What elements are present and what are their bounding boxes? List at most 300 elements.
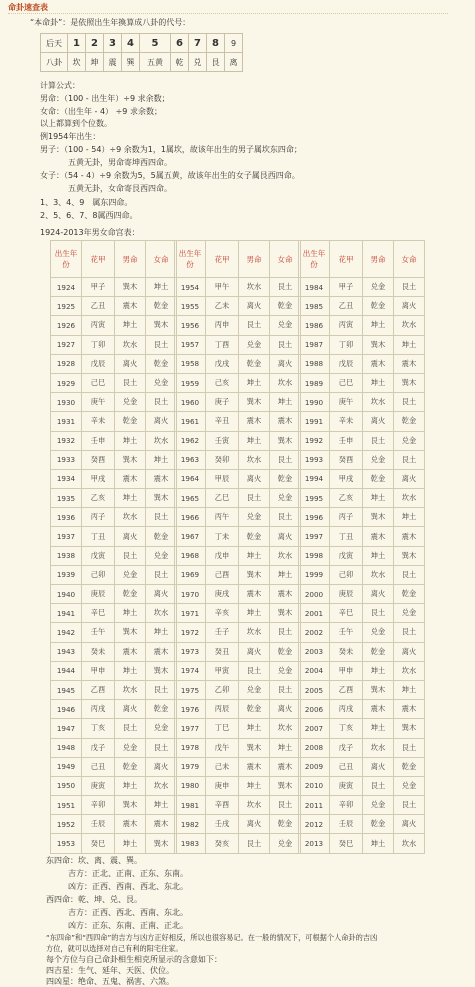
male-cell: 离火 bbox=[115, 354, 146, 373]
ganzhi-cell: 己亥 bbox=[206, 373, 239, 392]
year-cell: 2009 bbox=[299, 757, 330, 776]
year-cell: 1973 bbox=[175, 642, 206, 661]
ganzhi-cell: 丁亥 bbox=[82, 719, 115, 738]
table-row bbox=[51, 680, 177, 699]
female-cell: 艮土 bbox=[394, 450, 425, 469]
female-cell: 巽木 bbox=[394, 546, 425, 565]
ganzhi-cell: 壬辰 bbox=[330, 815, 363, 834]
table-row bbox=[51, 393, 177, 412]
ganzhi-cell: 丁丑 bbox=[82, 527, 115, 546]
header-female: 女命 bbox=[146, 241, 177, 278]
note-line-1: “东四命”和“西四命”的吉方与凶方正好相反，所以也很容易记。在一般的情况下，可根据个人命卦的吉凶 bbox=[46, 933, 378, 942]
year-cell: 1989 bbox=[299, 373, 330, 392]
year-cell: 1994 bbox=[299, 469, 330, 488]
table-row bbox=[175, 354, 301, 373]
ganzhi-cell: 癸未 bbox=[82, 642, 115, 661]
bagua-cell: 坎 bbox=[68, 53, 86, 72]
male-cell: 坎水 bbox=[239, 796, 270, 815]
year-cell: 2006 bbox=[299, 700, 330, 719]
east-unlucky: 凶方：正西、西南、西北、东北。 bbox=[68, 882, 188, 891]
female-cell: 乾金 bbox=[270, 815, 301, 834]
ganzhi-cell: 辛未 bbox=[82, 412, 115, 431]
male-cell: 坤土 bbox=[239, 546, 270, 565]
ganzhi-cell: 甲戌 bbox=[82, 469, 115, 488]
year-cell: 2002 bbox=[299, 623, 330, 642]
ganzhi-cell: 辛卯 bbox=[330, 796, 363, 815]
male-cell: 坤土 bbox=[363, 489, 394, 508]
year-cell: 1942 bbox=[51, 623, 82, 642]
female-cell: 离火 bbox=[146, 412, 177, 431]
table-header-row bbox=[51, 241, 177, 278]
formula-heading: 计算公式： bbox=[40, 81, 80, 90]
table-row bbox=[175, 316, 301, 335]
bagua-cell: 4 bbox=[122, 34, 140, 53]
year-cell: 1938 bbox=[51, 546, 82, 565]
year-cell: 2012 bbox=[299, 815, 330, 834]
male-cell: 坤土 bbox=[115, 316, 146, 335]
male-cell: 坤土 bbox=[239, 604, 270, 623]
bagua-cell: 6 bbox=[171, 34, 189, 53]
female-cell: 离火 bbox=[270, 700, 301, 719]
male-cell: 坤土 bbox=[115, 489, 146, 508]
male-cell: 坎水 bbox=[363, 565, 394, 584]
table-row bbox=[299, 623, 425, 642]
year-cell: 1999 bbox=[299, 565, 330, 584]
west-group: 西四命：乾、坤、兑、艮。 bbox=[46, 895, 142, 904]
ganzhi-cell: 壬辰 bbox=[82, 815, 115, 834]
male-cell: 兑金 bbox=[115, 565, 146, 584]
female-cell: 坤土 bbox=[146, 796, 177, 815]
male-cell: 坤土 bbox=[239, 776, 270, 795]
life-palace-table bbox=[174, 240, 301, 854]
table-row bbox=[175, 796, 301, 815]
female-cell: 乾金 bbox=[394, 585, 425, 604]
year-cell: 2001 bbox=[299, 604, 330, 623]
life-palace-table bbox=[50, 240, 177, 854]
year-cell: 1997 bbox=[299, 527, 330, 546]
ganzhi-cell: 庚辰 bbox=[82, 585, 115, 604]
table-row bbox=[299, 335, 425, 354]
table-row bbox=[175, 604, 301, 623]
female-cell: 巽木 bbox=[146, 489, 177, 508]
bagua-cell: 8 bbox=[207, 34, 225, 53]
year-cell: 1982 bbox=[175, 815, 206, 834]
male-cell: 坎水 bbox=[239, 450, 270, 469]
ganzhi-cell: 戊午 bbox=[206, 738, 239, 757]
table-row bbox=[299, 527, 425, 546]
male-cell: 离火 bbox=[239, 469, 270, 488]
male-cell: 坎水 bbox=[115, 335, 146, 354]
bagua-cell: 后天 bbox=[41, 34, 68, 53]
male-cell: 坤土 bbox=[239, 373, 270, 392]
table-row bbox=[51, 278, 177, 297]
female-cell: 巽木 bbox=[146, 316, 177, 335]
year-cell: 1971 bbox=[175, 604, 206, 623]
year-cell: 1947 bbox=[51, 719, 82, 738]
year-cell: 1969 bbox=[175, 565, 206, 584]
table-row bbox=[51, 738, 177, 757]
male-cell: 坎水 bbox=[115, 508, 146, 527]
bagua-cell: 离 bbox=[225, 53, 243, 72]
ganzhi-cell: 乙酉 bbox=[330, 680, 363, 699]
bagua-cell: 兑 bbox=[189, 53, 207, 72]
ganzhi-cell: 丙辰 bbox=[206, 700, 239, 719]
year-cell: 1992 bbox=[299, 431, 330, 450]
table-row bbox=[51, 546, 177, 565]
female-cell: 艮土 bbox=[394, 278, 425, 297]
year-cell: 1957 bbox=[175, 335, 206, 354]
male-cell: 艮土 bbox=[115, 719, 146, 738]
table-row bbox=[51, 565, 177, 584]
year-cell: 1940 bbox=[51, 585, 82, 604]
table-row bbox=[51, 373, 177, 392]
year-cell: 1990 bbox=[299, 393, 330, 412]
ganzhi-cell: 丁亥 bbox=[330, 719, 363, 738]
male-cell: 乾金 bbox=[363, 815, 394, 834]
male-cell: 艮土 bbox=[363, 604, 394, 623]
year-cell: 1963 bbox=[175, 450, 206, 469]
table-row bbox=[299, 546, 425, 565]
year-cell: 1972 bbox=[175, 623, 206, 642]
table-row bbox=[299, 604, 425, 623]
female-cell: 兑金 bbox=[394, 431, 425, 450]
ganzhi-cell: 癸未 bbox=[330, 642, 363, 661]
ganzhi-cell: 丁丑 bbox=[330, 527, 363, 546]
table-row bbox=[299, 354, 425, 373]
ganzhi-cell: 甲子 bbox=[330, 278, 363, 297]
male-cell: 乾金 bbox=[239, 354, 270, 373]
year-cell: 1961 bbox=[175, 412, 206, 431]
table-row bbox=[299, 316, 425, 335]
table-row bbox=[51, 585, 177, 604]
male-cell: 坤土 bbox=[363, 546, 394, 565]
table-row bbox=[51, 489, 177, 508]
male-cell: 震木 bbox=[239, 412, 270, 431]
female-cell: 艮土 bbox=[270, 278, 301, 297]
ganzhi-cell: 庚午 bbox=[330, 393, 363, 412]
male-cell: 艮土 bbox=[115, 373, 146, 392]
formula-female: 女命：（出生年 - 4） ÷9 求余数； bbox=[40, 107, 162, 116]
male-cell: 乾金 bbox=[363, 469, 394, 488]
year-cell: 1962 bbox=[175, 431, 206, 450]
ganzhi-cell: 壬寅 bbox=[206, 431, 239, 450]
male-cell: 离火 bbox=[363, 585, 394, 604]
year-cell: 2011 bbox=[299, 796, 330, 815]
year-cell: 2008 bbox=[299, 738, 330, 757]
female-cell: 震木 bbox=[270, 412, 301, 431]
table-row bbox=[175, 412, 301, 431]
year-cell: 1981 bbox=[175, 796, 206, 815]
year-cell: 2010 bbox=[299, 776, 330, 795]
ganzhi-cell: 己巳 bbox=[82, 373, 115, 392]
year-cell: 1952 bbox=[51, 815, 82, 834]
table-row bbox=[51, 450, 177, 469]
example-male-note: 五黄无卦，男命寄坤西四命。 bbox=[68, 158, 172, 167]
year-cell: 1975 bbox=[175, 680, 206, 699]
year-cell: 1965 bbox=[175, 489, 206, 508]
ganzhi-cell: 丙寅 bbox=[330, 316, 363, 335]
year-cell: 1968 bbox=[175, 546, 206, 565]
male-cell: 震木 bbox=[239, 585, 270, 604]
female-cell: 离火 bbox=[394, 297, 425, 316]
year-cell: 1929 bbox=[51, 373, 82, 392]
bagua-cell: 坤 bbox=[86, 53, 104, 72]
year-cell: 1998 bbox=[299, 546, 330, 565]
female-cell: 艮土 bbox=[394, 796, 425, 815]
ganzhi-cell: 辛巳 bbox=[82, 604, 115, 623]
header-birth-year-line: 份 bbox=[310, 260, 318, 269]
ganzhi-cell: 壬申 bbox=[82, 431, 115, 450]
year-cell: 1948 bbox=[51, 738, 82, 757]
year-cell: 1974 bbox=[175, 661, 206, 680]
table-row bbox=[51, 700, 177, 719]
female-cell: 乾金 bbox=[270, 469, 301, 488]
female-cell: 艮土 bbox=[146, 335, 177, 354]
female-cell: 坎水 bbox=[270, 546, 301, 565]
male-cell: 离火 bbox=[363, 412, 394, 431]
header-female: 女命 bbox=[270, 241, 301, 278]
example-female-note: 五黄无卦，女命寄艮西四命。 bbox=[68, 184, 172, 193]
year-cell: 1967 bbox=[175, 527, 206, 546]
header-male: 男命 bbox=[115, 241, 146, 278]
table-row bbox=[175, 546, 301, 565]
year-cell: 1939 bbox=[51, 565, 82, 584]
table-row bbox=[299, 585, 425, 604]
ganzhi-cell: 庚寅 bbox=[82, 776, 115, 795]
female-cell: 坎水 bbox=[270, 373, 301, 392]
table-row bbox=[51, 508, 177, 527]
ganzhi-cell: 丁卯 bbox=[330, 335, 363, 354]
ganzhi-cell: 乙亥 bbox=[82, 489, 115, 508]
male-cell: 离火 bbox=[115, 527, 146, 546]
female-cell: 乾金 bbox=[146, 527, 177, 546]
year-cell: 1978 bbox=[175, 738, 206, 757]
male-cell: 巽木 bbox=[363, 680, 394, 699]
male-cell: 震木 bbox=[115, 469, 146, 488]
male-cell: 坤土 bbox=[363, 373, 394, 392]
female-cell: 震木 bbox=[146, 469, 177, 488]
male-cell: 巽木 bbox=[239, 565, 270, 584]
male-cell: 坤土 bbox=[115, 834, 146, 853]
male-cell: 兑金 bbox=[115, 738, 146, 757]
male-cell: 艮土 bbox=[239, 489, 270, 508]
table-row bbox=[299, 469, 425, 488]
table-row bbox=[175, 297, 301, 316]
female-cell: 巽木 bbox=[146, 834, 177, 853]
ganzhi-cell: 癸卯 bbox=[206, 450, 239, 469]
male-cell: 兑金 bbox=[115, 393, 146, 412]
year-cell: 1966 bbox=[175, 508, 206, 527]
year-cell: 1933 bbox=[51, 450, 82, 469]
east-numbers: 1、3、4、9 属东四命。 bbox=[40, 198, 133, 207]
year-cell: 1950 bbox=[51, 776, 82, 795]
ganzhi-cell: 辛丑 bbox=[206, 412, 239, 431]
female-cell: 坤土 bbox=[394, 335, 425, 354]
female-cell: 震木 bbox=[394, 700, 425, 719]
table-row bbox=[175, 565, 301, 584]
table-row bbox=[175, 661, 301, 680]
female-cell: 坤土 bbox=[270, 738, 301, 757]
ganzhi-cell: 乙亥 bbox=[330, 489, 363, 508]
table-row bbox=[299, 373, 425, 392]
table-row bbox=[51, 431, 177, 450]
ganzhi-cell: 丙子 bbox=[82, 508, 115, 527]
female-cell: 艮土 bbox=[146, 680, 177, 699]
year-cell: 1924 bbox=[51, 278, 82, 297]
year-cell: 1926 bbox=[51, 316, 82, 335]
header-birth-year-line: 出生年 bbox=[302, 249, 326, 258]
year-cell: 1934 bbox=[51, 469, 82, 488]
table-header-row bbox=[299, 241, 425, 278]
year-cell: 1988 bbox=[299, 354, 330, 373]
ganzhi-cell: 戊寅 bbox=[330, 546, 363, 565]
female-cell: 坎水 bbox=[394, 661, 425, 680]
female-cell: 艮土 bbox=[394, 565, 425, 584]
header-birth-year bbox=[51, 241, 82, 278]
ganzhi-cell: 甲申 bbox=[330, 661, 363, 680]
bagua-row-number bbox=[41, 34, 243, 53]
ganzhi-cell: 癸巳 bbox=[330, 834, 363, 853]
ganzhi-cell: 壬子 bbox=[206, 623, 239, 642]
bagua-row-trigram bbox=[41, 53, 243, 72]
bagua-cell: 艮 bbox=[207, 53, 225, 72]
header-female: 女命 bbox=[394, 241, 425, 278]
male-cell: 离火 bbox=[115, 700, 146, 719]
ganzhi-cell: 戊申 bbox=[206, 546, 239, 565]
table-row bbox=[175, 393, 301, 412]
female-cell: 兑金 bbox=[146, 546, 177, 565]
note-line-3: 每个方位与自己命卦相生相克所显示的含意如下： bbox=[46, 955, 222, 964]
header-ganzhi: 花甲 bbox=[206, 241, 239, 278]
east-lucky: 吉方：正北、正南、正东、东南。 bbox=[68, 869, 188, 878]
table-row bbox=[51, 719, 177, 738]
table-row bbox=[175, 508, 301, 527]
four-unlucky-stars: 四凶星：绝命、五鬼、祸害、六煞。 bbox=[46, 977, 174, 986]
ganzhi-cell: 戊戌 bbox=[206, 354, 239, 373]
female-cell: 乾金 bbox=[270, 297, 301, 316]
year-cell: 1987 bbox=[299, 335, 330, 354]
table-row bbox=[175, 719, 301, 738]
ganzhi-cell: 庚戌 bbox=[206, 585, 239, 604]
bagua-cell: 2 bbox=[86, 34, 104, 53]
male-cell: 艮土 bbox=[363, 776, 394, 795]
table-row bbox=[299, 450, 425, 469]
female-cell: 离火 bbox=[146, 585, 177, 604]
bagua-cell: 八卦 bbox=[41, 53, 68, 72]
ganzhi-cell: 癸巳 bbox=[82, 834, 115, 853]
ganzhi-cell: 壬午 bbox=[330, 623, 363, 642]
table-row bbox=[299, 738, 425, 757]
table-row bbox=[175, 431, 301, 450]
female-cell: 离火 bbox=[270, 527, 301, 546]
table-row bbox=[299, 489, 425, 508]
ganzhi-cell: 丁酉 bbox=[206, 335, 239, 354]
year-cell: 1977 bbox=[175, 719, 206, 738]
table-row bbox=[299, 796, 425, 815]
table-row bbox=[51, 527, 177, 546]
year-cell: 1927 bbox=[51, 335, 82, 354]
table-row bbox=[51, 469, 177, 488]
year-cell: 2000 bbox=[299, 585, 330, 604]
female-cell: 艮土 bbox=[270, 796, 301, 815]
year-cell: 1945 bbox=[51, 680, 82, 699]
female-cell: 艮土 bbox=[146, 738, 177, 757]
year-cell: 1956 bbox=[175, 316, 206, 335]
male-cell: 乾金 bbox=[115, 412, 146, 431]
bagua-table bbox=[40, 33, 243, 72]
ganzhi-cell: 己未 bbox=[206, 757, 239, 776]
formula-note: 以上都算到个位数。 bbox=[40, 119, 112, 128]
ganzhi-cell: 辛巳 bbox=[330, 604, 363, 623]
female-cell: 离火 bbox=[394, 469, 425, 488]
life-palace-table bbox=[298, 240, 425, 854]
male-cell: 乾金 bbox=[239, 700, 270, 719]
female-cell: 艮土 bbox=[394, 623, 425, 642]
male-cell: 兑金 bbox=[363, 450, 394, 469]
male-cell: 震木 bbox=[363, 700, 394, 719]
male-cell: 艮土 bbox=[239, 834, 270, 853]
table-row bbox=[175, 738, 301, 757]
ganzhi-cell: 壬申 bbox=[330, 431, 363, 450]
female-cell: 兑金 bbox=[270, 661, 301, 680]
male-cell: 巽木 bbox=[115, 278, 146, 297]
table-row bbox=[299, 834, 425, 853]
year-cell: 1984 bbox=[299, 278, 330, 297]
bagua-cell: 3 bbox=[104, 34, 122, 53]
male-cell: 兑金 bbox=[363, 623, 394, 642]
bagua-cell: 乾 bbox=[171, 53, 189, 72]
table-row bbox=[299, 431, 425, 450]
table-row bbox=[299, 776, 425, 795]
male-cell: 离火 bbox=[239, 642, 270, 661]
female-cell: 坎水 bbox=[270, 719, 301, 738]
male-cell: 坤土 bbox=[115, 776, 146, 795]
year-cell: 1996 bbox=[299, 508, 330, 527]
ganzhi-cell: 癸酉 bbox=[82, 450, 115, 469]
female-cell: 坤土 bbox=[146, 278, 177, 297]
female-cell: 巽木 bbox=[394, 719, 425, 738]
table-row bbox=[299, 642, 425, 661]
ganzhi-cell: 丁卯 bbox=[82, 335, 115, 354]
ganzhi-cell: 庚子 bbox=[206, 393, 239, 412]
male-cell: 震木 bbox=[363, 354, 394, 373]
table-row bbox=[175, 278, 301, 297]
header-birth-year-line: 出生年 bbox=[54, 249, 78, 258]
female-cell: 兑金 bbox=[146, 373, 177, 392]
male-cell: 乾金 bbox=[115, 757, 146, 776]
male-cell: 离火 bbox=[363, 757, 394, 776]
year-cell: 1937 bbox=[51, 527, 82, 546]
ganzhi-cell: 甲申 bbox=[82, 661, 115, 680]
four-lucky-stars: 四吉星：生气、延年、天医、伏位。 bbox=[46, 966, 174, 975]
ganzhi-cell: 庚寅 bbox=[330, 776, 363, 795]
example-male: 男子：（100 - 54）÷9 余数为1，1属坎，故该年出生的男子属坎东四命； bbox=[40, 145, 302, 154]
female-cell: 离火 bbox=[394, 642, 425, 661]
male-cell: 离火 bbox=[239, 815, 270, 834]
header-male: 男命 bbox=[239, 241, 270, 278]
male-cell: 艮土 bbox=[239, 661, 270, 680]
example-heading: 例1954年出生： bbox=[40, 132, 101, 141]
female-cell: 乾金 bbox=[270, 642, 301, 661]
ganzhi-cell: 甲子 bbox=[82, 278, 115, 297]
female-cell: 巽木 bbox=[146, 661, 177, 680]
female-cell: 震木 bbox=[394, 527, 425, 546]
ganzhi-cell: 戊辰 bbox=[82, 354, 115, 373]
table-row bbox=[51, 297, 177, 316]
table-row bbox=[51, 335, 177, 354]
male-cell: 震木 bbox=[115, 297, 146, 316]
female-cell: 震木 bbox=[146, 815, 177, 834]
